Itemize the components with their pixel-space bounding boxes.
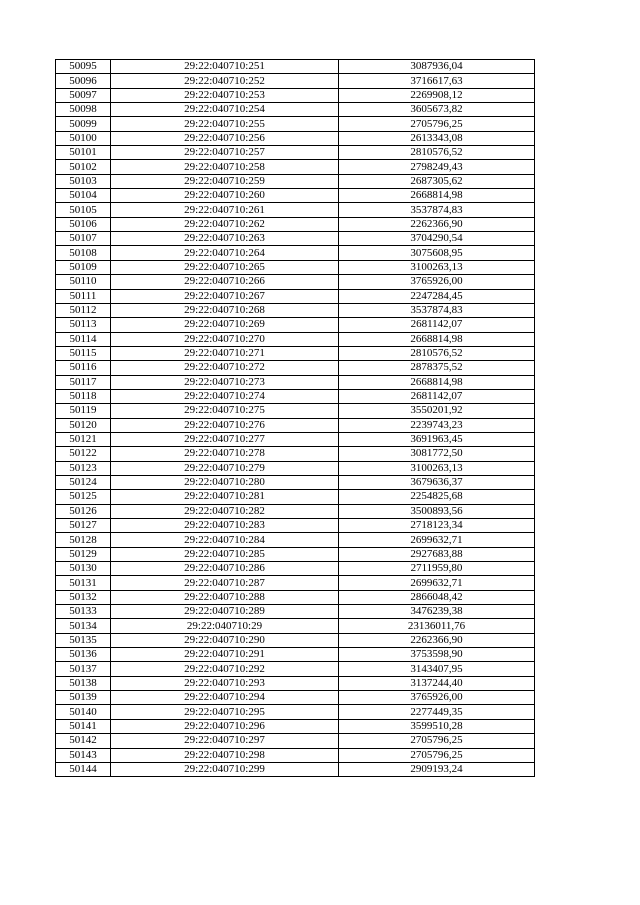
table-row (56, 762, 535, 776)
row-number-cell: 50133 (56, 605, 111, 619)
table-row (56, 562, 535, 576)
row-number-cell: 50110 (56, 275, 111, 289)
row-number-cell: 50114 (56, 332, 111, 346)
value-cell: 2613343,08 (339, 131, 535, 145)
value-cell: 3100263,13 (339, 260, 535, 274)
value-cell: 2277449,35 (339, 705, 535, 719)
row-number-cell: 50106 (56, 217, 111, 231)
cadastral-number-cell: 29:22:040710:287 (111, 576, 339, 590)
row-number-cell: 50129 (56, 547, 111, 561)
value-cell: 2269908,12 (339, 88, 535, 102)
cadastral-number-cell: 29:22:040710:253 (111, 88, 339, 102)
table-row (56, 504, 535, 518)
row-number-cell: 50124 (56, 475, 111, 489)
cadastral-number-cell: 29:22:040710:286 (111, 562, 339, 576)
value-cell: 2810576,52 (339, 346, 535, 360)
table-row (56, 131, 535, 145)
table-row (56, 662, 535, 676)
cadastral-number-cell: 29:22:040710:274 (111, 389, 339, 403)
data-table (55, 59, 535, 777)
table-row (56, 432, 535, 446)
table-row (56, 232, 535, 246)
cadastral-number-cell: 29:22:040710:261 (111, 203, 339, 217)
cadastral-number-cell: 29:22:040710:266 (111, 275, 339, 289)
cadastral-number-cell: 29:22:040710:293 (111, 676, 339, 690)
table-row (56, 303, 535, 317)
cadastral-number-cell: 29:22:040710:276 (111, 418, 339, 432)
table-row (56, 389, 535, 403)
table-row (56, 734, 535, 748)
row-number-cell: 50095 (56, 60, 111, 74)
cadastral-number-cell: 29:22:040710:251 (111, 60, 339, 74)
table-row (56, 74, 535, 88)
row-number-cell: 50143 (56, 748, 111, 762)
cadastral-number-cell: 29:22:040710:295 (111, 705, 339, 719)
value-cell: 2668814,98 (339, 332, 535, 346)
table-row (56, 275, 535, 289)
row-number-cell: 50104 (56, 189, 111, 203)
value-cell: 3143407,95 (339, 662, 535, 676)
table-row (56, 318, 535, 332)
value-cell: 3605673,82 (339, 103, 535, 117)
cadastral-number-cell: 29:22:040710:272 (111, 361, 339, 375)
table-row (56, 719, 535, 733)
row-number-cell: 50134 (56, 619, 111, 633)
value-cell: 3765926,00 (339, 275, 535, 289)
cadastral-number-cell: 29:22:040710:288 (111, 590, 339, 604)
cadastral-number-cell: 29:22:040710:267 (111, 289, 339, 303)
value-cell: 3137244,40 (339, 676, 535, 690)
row-number-cell: 50116 (56, 361, 111, 375)
value-cell: 2810576,52 (339, 146, 535, 160)
cadastral-number-cell: 29:22:040710:256 (111, 131, 339, 145)
value-cell: 3679636,37 (339, 475, 535, 489)
cadastral-number-cell: 29:22:040710:252 (111, 74, 339, 88)
value-cell: 3075608,95 (339, 246, 535, 260)
cadastral-number-cell: 29:22:040710:258 (111, 160, 339, 174)
table-row (56, 160, 535, 174)
value-cell: 3537874,83 (339, 303, 535, 317)
cadastral-number-cell: 29:22:040710:294 (111, 691, 339, 705)
value-cell: 3500893,56 (339, 504, 535, 518)
row-number-cell: 50122 (56, 447, 111, 461)
value-cell: 3691963,45 (339, 432, 535, 446)
row-number-cell: 50111 (56, 289, 111, 303)
row-number-cell: 50144 (56, 762, 111, 776)
value-cell: 3476239,38 (339, 605, 535, 619)
cadastral-number-cell: 29:22:040710:298 (111, 748, 339, 762)
table-row (56, 246, 535, 260)
table-row (56, 60, 535, 74)
cadastral-number-cell: 29:22:040710:262 (111, 217, 339, 231)
row-number-cell: 50119 (56, 404, 111, 418)
row-number-cell: 50120 (56, 418, 111, 432)
value-cell: 2927683,88 (339, 547, 535, 561)
row-number-cell: 50123 (56, 461, 111, 475)
value-cell: 2711959,80 (339, 562, 535, 576)
cadastral-number-cell: 29:22:040710:273 (111, 375, 339, 389)
cadastral-number-cell: 29:22:040710:268 (111, 303, 339, 317)
value-cell: 3087936,04 (339, 60, 535, 74)
row-number-cell: 50136 (56, 648, 111, 662)
row-number-cell: 50112 (56, 303, 111, 317)
table-row (56, 590, 535, 604)
row-number-cell: 50141 (56, 719, 111, 733)
cadastral-number-cell: 29:22:040710:292 (111, 662, 339, 676)
value-cell: 3753598,90 (339, 648, 535, 662)
row-number-cell: 50142 (56, 734, 111, 748)
table-row (56, 461, 535, 475)
table-row (56, 447, 535, 461)
row-number-cell: 50118 (56, 389, 111, 403)
row-number-cell: 50137 (56, 662, 111, 676)
cadastral-number-cell: 29:22:040710:299 (111, 762, 339, 776)
value-cell: 2254825,68 (339, 490, 535, 504)
table-row (56, 174, 535, 188)
table-row (56, 605, 535, 619)
cadastral-number-cell: 29:22:040710:29 (111, 619, 339, 633)
value-cell: 2699632,71 (339, 533, 535, 547)
value-cell: 2699632,71 (339, 576, 535, 590)
cadastral-number-cell: 29:22:040710:285 (111, 547, 339, 561)
value-cell: 2681142,07 (339, 318, 535, 332)
cadastral-number-cell: 29:22:040710:271 (111, 346, 339, 360)
value-cell: 2705796,25 (339, 734, 535, 748)
value-cell: 2705796,25 (339, 748, 535, 762)
row-number-cell: 50103 (56, 174, 111, 188)
row-number-cell: 50097 (56, 88, 111, 102)
value-cell: 2262366,90 (339, 633, 535, 647)
table-row (56, 289, 535, 303)
table-row (56, 332, 535, 346)
row-number-cell: 50102 (56, 160, 111, 174)
row-number-cell: 50105 (56, 203, 111, 217)
table-row (56, 103, 535, 117)
table-row (56, 346, 535, 360)
table-row (56, 260, 535, 274)
table-row (56, 619, 535, 633)
value-cell: 2668814,98 (339, 375, 535, 389)
table-row (56, 633, 535, 647)
row-number-cell: 50128 (56, 533, 111, 547)
cadastral-number-cell: 29:22:040710:264 (111, 246, 339, 260)
row-number-cell: 50113 (56, 318, 111, 332)
cadastral-number-cell: 29:22:040710:257 (111, 146, 339, 160)
value-cell: 3599510,28 (339, 719, 535, 733)
table-row (56, 361, 535, 375)
cadastral-number-cell: 29:22:040710:270 (111, 332, 339, 346)
value-cell: 2718123,34 (339, 519, 535, 533)
table-row (56, 676, 535, 690)
table-row (56, 88, 535, 102)
cadastral-number-cell: 29:22:040710:260 (111, 189, 339, 203)
cadastral-number-cell: 29:22:040710:282 (111, 504, 339, 518)
table-row (56, 404, 535, 418)
table-row (56, 691, 535, 705)
cadastral-number-cell: 29:22:040710:297 (111, 734, 339, 748)
row-number-cell: 50107 (56, 232, 111, 246)
table-row (56, 519, 535, 533)
cadastral-number-cell: 29:22:040710:265 (111, 260, 339, 274)
value-cell: 23136011,76 (339, 619, 535, 633)
value-cell: 3716617,63 (339, 74, 535, 88)
value-cell: 3704290,54 (339, 232, 535, 246)
cadastral-number-cell: 29:22:040710:280 (111, 475, 339, 489)
cadastral-number-cell: 29:22:040710:275 (111, 404, 339, 418)
table-row (56, 490, 535, 504)
cadastral-number-cell: 29:22:040710:290 (111, 633, 339, 647)
row-number-cell: 50130 (56, 562, 111, 576)
cadastral-number-cell: 29:22:040710:269 (111, 318, 339, 332)
row-number-cell: 50109 (56, 260, 111, 274)
row-number-cell: 50098 (56, 103, 111, 117)
value-cell: 2262366,90 (339, 217, 535, 231)
row-number-cell: 50117 (56, 375, 111, 389)
value-cell: 2239743,23 (339, 418, 535, 432)
cadastral-number-cell: 29:22:040710:278 (111, 447, 339, 461)
table-row (56, 547, 535, 561)
value-cell: 3537874,83 (339, 203, 535, 217)
value-cell: 2668814,98 (339, 189, 535, 203)
value-cell: 2681142,07 (339, 389, 535, 403)
value-cell: 2705796,25 (339, 117, 535, 131)
value-cell: 2247284,45 (339, 289, 535, 303)
cadastral-number-cell: 29:22:040710:255 (111, 117, 339, 131)
table-row (56, 533, 535, 547)
cadastral-number-cell: 29:22:040710:279 (111, 461, 339, 475)
cadastral-number-cell: 29:22:040710:289 (111, 605, 339, 619)
row-number-cell: 50132 (56, 590, 111, 604)
cadastral-number-cell: 29:22:040710:291 (111, 648, 339, 662)
row-number-cell: 50139 (56, 691, 111, 705)
cadastral-number-cell: 29:22:040710:283 (111, 519, 339, 533)
row-number-cell: 50096 (56, 74, 111, 88)
row-number-cell: 50126 (56, 504, 111, 518)
row-number-cell: 50100 (56, 131, 111, 145)
table-row (56, 203, 535, 217)
table-row (56, 748, 535, 762)
row-number-cell: 50140 (56, 705, 111, 719)
cadastral-number-cell: 29:22:040710:277 (111, 432, 339, 446)
table-body (56, 60, 535, 777)
value-cell: 3550201,92 (339, 404, 535, 418)
row-number-cell: 50099 (56, 117, 111, 131)
row-number-cell: 50115 (56, 346, 111, 360)
value-cell: 2866048,42 (339, 590, 535, 604)
value-cell: 2878375,52 (339, 361, 535, 375)
row-number-cell: 50138 (56, 676, 111, 690)
cadastral-number-cell: 29:22:040710:296 (111, 719, 339, 733)
value-cell: 2687305,62 (339, 174, 535, 188)
cadastral-number-cell: 29:22:040710:281 (111, 490, 339, 504)
table-row (56, 418, 535, 432)
row-number-cell: 50101 (56, 146, 111, 160)
cadastral-number-cell: 29:22:040710:254 (111, 103, 339, 117)
row-number-cell: 50121 (56, 432, 111, 446)
value-cell: 2798249,43 (339, 160, 535, 174)
table-row (56, 217, 535, 231)
row-number-cell: 50125 (56, 490, 111, 504)
table-row (56, 576, 535, 590)
cadastral-number-cell: 29:22:040710:263 (111, 232, 339, 246)
cadastral-number-cell: 29:22:040710:259 (111, 174, 339, 188)
value-cell: 3081772,50 (339, 447, 535, 461)
value-cell: 2909193,24 (339, 762, 535, 776)
table-row (56, 375, 535, 389)
row-number-cell: 50131 (56, 576, 111, 590)
value-cell: 3765926,00 (339, 691, 535, 705)
row-number-cell: 50135 (56, 633, 111, 647)
table-row (56, 146, 535, 160)
value-cell: 3100263,13 (339, 461, 535, 475)
row-number-cell: 50108 (56, 246, 111, 260)
table-row (56, 705, 535, 719)
table-row (56, 189, 535, 203)
table-row (56, 475, 535, 489)
table-row (56, 117, 535, 131)
row-number-cell: 50127 (56, 519, 111, 533)
table-row (56, 648, 535, 662)
cadastral-number-cell: 29:22:040710:284 (111, 533, 339, 547)
